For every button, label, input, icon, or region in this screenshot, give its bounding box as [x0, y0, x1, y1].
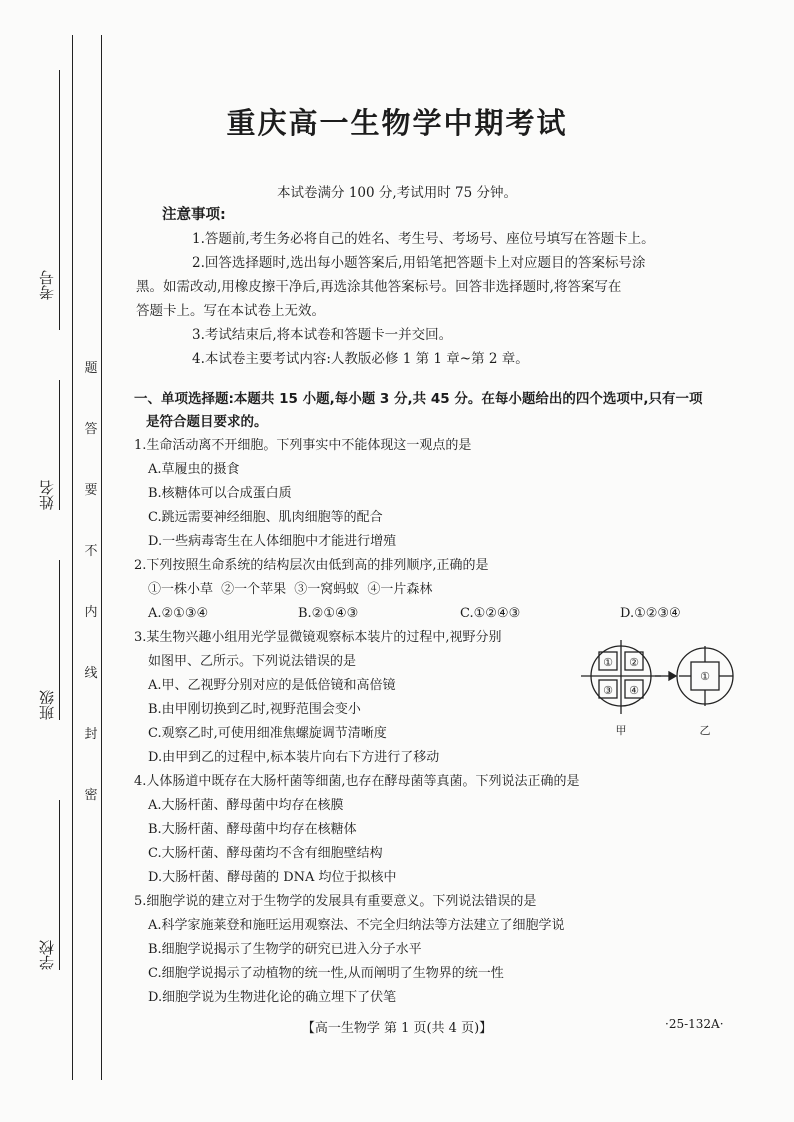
question-2	[134, 554, 734, 626]
school-label: 学校	[38, 940, 56, 970]
question-stem: 3.某生物兴趣小组用光学显微镜观察标本装片的过程中,视野分别	[134, 630, 502, 645]
cell-label: ①	[603, 656, 613, 669]
option-a: A.草履虫的摄食	[148, 462, 240, 477]
option-c: C.大肠杆菌、酵母菌均不含有细胞壁结构	[148, 846, 383, 861]
field-b-label: 乙	[699, 724, 711, 737]
microscope-figure	[575, 640, 735, 740]
seal-char: 密	[84, 788, 98, 803]
option-c: C.跳远需要神经细胞、肌肉细胞等的配合	[148, 510, 383, 525]
page-footer: 【高一生物学 第 1 页(共 4 页)】	[301, 1021, 493, 1036]
field-a	[581, 640, 661, 714]
notice-item-cont: 答题卡上。写在本试卷上无效。	[136, 303, 325, 319]
section-line: 是符合题目要求的。	[146, 414, 268, 430]
cell-label: ②	[629, 656, 639, 669]
seal-char: 要	[84, 483, 98, 498]
option-a: A.科学家施莱登和施旺运用观察法、不完全归纳法等方法建立了细胞学说	[148, 918, 565, 933]
option-b: B.②①④③	[298, 606, 359, 621]
question-4	[134, 770, 734, 890]
option-d: D.①②③④	[620, 606, 681, 621]
class-blank	[59, 560, 60, 720]
option-c: C.①②④③	[460, 606, 521, 621]
option-d: D.由甲到乙的过程中,标本装片向右下方进行了移动	[148, 750, 440, 765]
school-blank	[59, 800, 60, 970]
notice-item: 4.本试卷主要考试内容:人教版必修 1 第 1 章~第 2 章。	[192, 351, 529, 367]
name-label: 姓名	[38, 480, 56, 510]
section-line: 一、单项选择题:本题共 15 小题,每小题 3 分,共 45 分。在每小题给出的四个选项中,只有一项	[134, 391, 703, 407]
exam-number-label: 考号	[38, 270, 56, 300]
seal-char: 线	[84, 666, 98, 681]
option-d: D.一些病毒寄生在人体细胞中才能进行增殖	[148, 534, 397, 549]
notice-item: 1.答题前,考生务必将自己的姓名、考生号、考场号、座位号填写在答题卡上。	[192, 231, 655, 247]
question-stem: 4.人体肠道中既存在大肠杆菌等细菌,也存在酵母菌等真菌。下列说法正确的是	[134, 774, 580, 789]
arrow-icon	[655, 672, 676, 680]
seal-char: 答	[84, 422, 98, 437]
option-b: B.核糖体可以合成蛋白质	[148, 486, 292, 501]
question-stem-cont: 如图甲、乙所示。下列说法错误的是	[148, 654, 357, 669]
page-title: 重庆高一生物学中期考试	[226, 106, 568, 140]
option-row	[134, 602, 734, 626]
exam-info: 本试卷满分 100 分,考试用时 75 分钟。	[277, 185, 517, 201]
option-b: B.细胞学说揭示了生物学的研究已进入分子水平	[148, 942, 422, 957]
option-b: B.大肠杆菌、酵母菌中均存在核糖体	[148, 822, 357, 837]
notice-heading: 注意事项:	[162, 207, 226, 223]
field-a-label: 甲	[615, 724, 627, 737]
option-a: A.甲、乙视野分别对应的是低倍镜和高倍镜	[148, 678, 396, 693]
seal-char: 封	[84, 727, 98, 742]
question-stem: 2.下列按照生命系统的结构层次由低到高的排列顺序,正确的是	[134, 558, 489, 573]
option-a: A.大肠杆菌、酵母菌中均存在核膜	[148, 798, 344, 813]
notice-item: 2.回答选择题时,选出每小题答案后,用铅笔把答题卡上对应题目的答案标号涂	[192, 255, 646, 271]
notice-item-cont: 黑。如需改动,用橡皮擦干净后,再选涂其他答案标号。回答非选择题时,将答案写在	[136, 279, 622, 295]
option-d: D.细胞学说为生物进化论的确立埋下了伏笔	[148, 990, 397, 1005]
question-items: ①一株小草 ②一个苹果 ③一窝蚂蚁 ④一片森林	[148, 582, 433, 597]
class-label: 班级	[38, 690, 56, 720]
option-c: C.观察乙时,可使用细准焦螺旋调节清晰度	[148, 726, 387, 741]
question-stem: 1.生命活动离不开细胞。下列事实中不能体现这一观点的是	[134, 438, 472, 453]
cell-label: ①	[700, 670, 710, 683]
section-header	[134, 388, 726, 434]
seal-warning	[82, 362, 100, 802]
cell-label: ④	[629, 684, 639, 697]
option-d: D.大肠杆菌、酵母菌的 DNA 均位于拟核中	[148, 870, 397, 885]
notice-block	[136, 203, 726, 371]
option-c: C.细胞学说揭示了动植物的统一性,从而阐明了生物界的统一性	[148, 966, 504, 981]
cell-label: ③	[603, 684, 613, 697]
seal-char: 题	[84, 361, 98, 376]
notice-item: 3.考试结束后,将本试卷和答题卡一并交回。	[192, 327, 453, 343]
question-1	[134, 434, 734, 554]
option-b: B.由甲刚切换到乙时,视野范围会变小	[148, 702, 361, 717]
exam-code: ·25-132A·	[665, 1017, 724, 1031]
question-5	[134, 890, 734, 1010]
seal-char: 内	[84, 605, 98, 620]
option-a: A.②①③④	[148, 606, 209, 621]
question-stem: 5.细胞学说的建立对于生物学的发展具有重要意义。下列说法错误的是	[134, 894, 537, 909]
name-blank	[59, 380, 60, 510]
seal-char: 不	[84, 544, 98, 559]
